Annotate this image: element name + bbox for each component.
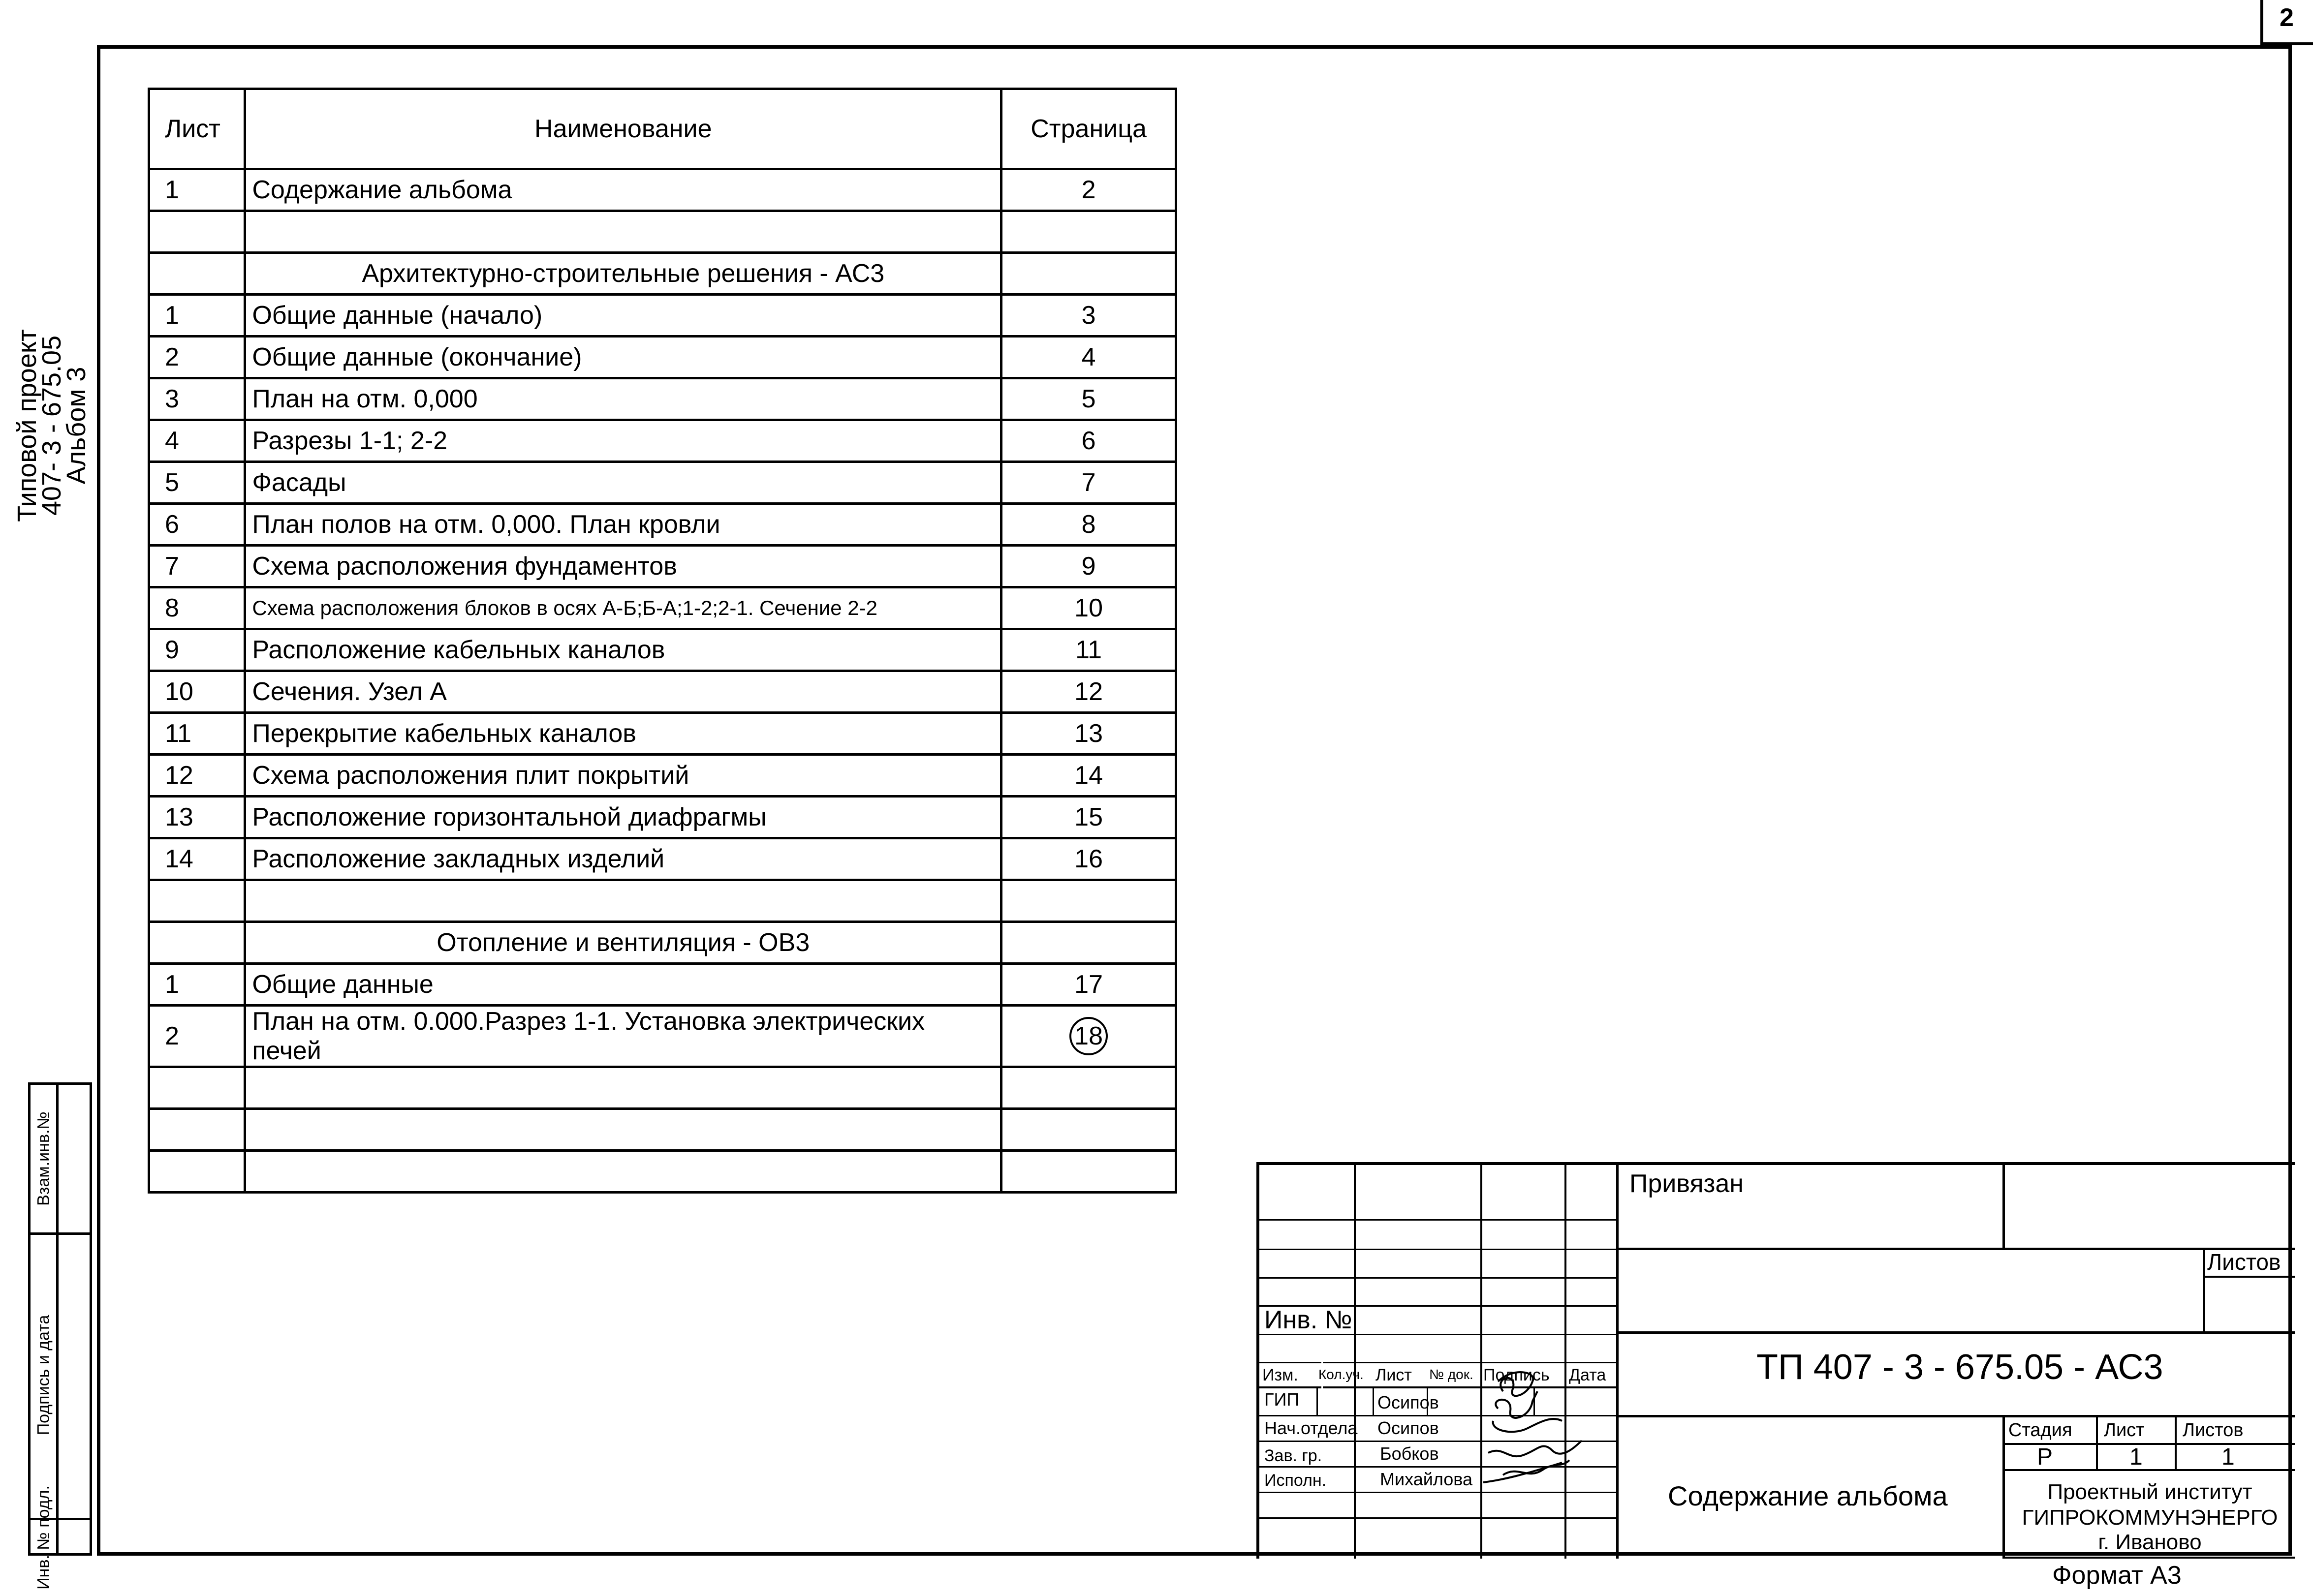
row-list: 4	[149, 420, 245, 462]
row-list: 10	[149, 671, 245, 713]
table-row	[149, 337, 1176, 378]
row-list: 1	[149, 295, 245, 337]
row-name	[245, 1109, 1001, 1151]
table-row	[149, 880, 1176, 922]
row-list	[149, 1151, 245, 1193]
row-name: Общие данные (начало)	[245, 295, 1001, 337]
name-ispoln: Михайлова	[1380, 1469, 1472, 1489]
row-name: Расположение кабельных каналов	[245, 629, 1001, 671]
stamp-vzam-inv: Взам.инв.№	[34, 1111, 53, 1206]
row-page: 12	[1001, 671, 1176, 713]
table-row	[149, 922, 1176, 964]
row-name: План полов на отм. 0,000. План кровли	[245, 504, 1001, 546]
table-row	[149, 420, 1176, 462]
header-name: Наименование	[245, 89, 1001, 169]
table-row	[149, 169, 1176, 211]
table-row	[149, 253, 1176, 295]
role-gip: ГИП	[1264, 1389, 1300, 1410]
row-list	[149, 1067, 245, 1109]
col-list: Лист	[1375, 1366, 1412, 1384]
table-row	[149, 797, 1176, 838]
row-list: 6	[149, 504, 245, 546]
contents-table	[148, 88, 1177, 1194]
row-name	[245, 211, 1001, 253]
privyazan-label: Привязан	[1629, 1169, 1744, 1198]
stamp-inv-podl: Инв. № подл.	[34, 1485, 53, 1590]
circled-page-number: 18	[1069, 1017, 1108, 1055]
row-name: Общие данные	[245, 964, 1001, 1006]
name-gip: Осипов	[1377, 1392, 1439, 1412]
row-list	[149, 922, 245, 964]
org-line3: г. Иваново	[2098, 1530, 2202, 1554]
row-name: Общие данные (окончание)	[245, 337, 1001, 378]
table-row	[149, 295, 1176, 337]
row-list: 7	[149, 546, 245, 587]
row-name: Схема расположения фундаментов	[245, 546, 1001, 587]
row-name: Сечения. Узел А	[245, 671, 1001, 713]
stadia-label: Стадия	[2008, 1420, 2072, 1441]
org-line1: Проектный институт	[2047, 1480, 2252, 1504]
table-row	[149, 838, 1176, 880]
listov2-label: Листов	[2183, 1420, 2244, 1441]
col-ndok: № док.	[1429, 1367, 1473, 1382]
row-list	[149, 880, 245, 922]
row-list: 14	[149, 838, 245, 880]
side-stamp-column	[28, 1082, 92, 1590]
listov-value: 1	[2221, 1444, 2235, 1470]
title-block	[1256, 1162, 2295, 1559]
row-page	[1001, 211, 1176, 253]
row-name	[245, 1151, 1001, 1193]
side-title-line2: 407- 3 - 675.05	[37, 335, 66, 516]
table-row	[149, 1067, 1176, 1109]
inv-no-label: Инв. №	[1264, 1306, 1352, 1334]
table-row	[149, 1151, 1176, 1193]
header-list: Лист	[149, 89, 245, 169]
col-podpis: Подпись	[1483, 1366, 1550, 1384]
row-name: Перекрытие кабельных каналов	[245, 713, 1001, 755]
row-name: Разрезы 1-1; 2-2	[245, 420, 1001, 462]
row-name: План на отм. 0,000	[245, 378, 1001, 420]
table-row	[149, 546, 1176, 587]
row-name: План на отм. 0.000.Разрез 1-1. Установка электрических печей	[245, 1006, 1001, 1067]
side-title-line3: Альбом 3	[62, 367, 91, 485]
row-list: 1	[149, 169, 245, 211]
table-row	[149, 713, 1176, 755]
table-row	[149, 755, 1176, 797]
row-list: 11	[149, 713, 245, 755]
row-page	[1001, 1151, 1176, 1193]
row-page	[1001, 880, 1176, 922]
header-page: Страница	[1001, 89, 1176, 169]
row-name: Фасады	[245, 462, 1001, 504]
row-page: 3	[1001, 295, 1176, 337]
row-page: 9	[1001, 546, 1176, 587]
table-row	[149, 629, 1176, 671]
row-list	[149, 211, 245, 253]
list-label: Лист	[2104, 1420, 2145, 1441]
row-page: 10	[1001, 587, 1176, 629]
row-name: Схема расположения плит покрытий	[245, 755, 1001, 797]
row-name: Схема расположения блоков в осях А-Б;Б-А;1-2;2-1. Сечение 2-2	[245, 587, 1001, 629]
col-izm: Изм.	[1262, 1366, 1298, 1384]
section-heading: Архитектурно-строительные решения - АС3	[245, 253, 1001, 295]
row-page: 5	[1001, 378, 1176, 420]
table-row	[149, 211, 1176, 253]
row-name: Расположение закладных изделий	[245, 838, 1001, 880]
col-data: Дата	[1569, 1366, 1606, 1384]
name-zav-gr: Бобков	[1380, 1443, 1439, 1464]
stamp-podpis-data: Подпись и дата	[34, 1315, 53, 1436]
row-page: 16	[1001, 838, 1176, 880]
row-page: 6	[1001, 420, 1176, 462]
table-row	[149, 462, 1176, 504]
row-page: 8	[1001, 504, 1176, 546]
role-nach-otdela: Нач.отдела	[1264, 1418, 1358, 1438]
col-kol: Кол.уч.	[1318, 1367, 1364, 1382]
row-page: 7	[1001, 462, 1176, 504]
row-list: 8	[149, 587, 245, 629]
table-header-row	[149, 89, 1176, 169]
table-row	[149, 587, 1176, 629]
row-page: 11	[1001, 629, 1176, 671]
row-page	[1001, 922, 1176, 964]
row-page: 14	[1001, 755, 1176, 797]
org-line2: ГИПРОКОММУНЭНЕРГО	[2022, 1505, 2278, 1530]
document-code: ТП 407 - 3 - 675.05 - АС3	[1756, 1348, 2163, 1387]
row-page	[1001, 1109, 1176, 1151]
row-list: 12	[149, 755, 245, 797]
row-list: 2	[149, 337, 245, 378]
section-heading: Отопление и вентиляция - ОВ3	[245, 922, 1001, 964]
row-name	[245, 880, 1001, 922]
row-page: 2	[1001, 169, 1176, 211]
document-title: Содержание альбома	[1668, 1480, 1948, 1511]
role-zav-gr: Зав. гр.	[1264, 1446, 1322, 1465]
listov-label: Листов	[2207, 1249, 2281, 1275]
name-nach-otdela: Осипов	[1377, 1418, 1439, 1438]
row-page-circled	[1001, 1006, 1176, 1067]
table-row	[149, 378, 1176, 420]
side-title	[5, 310, 98, 541]
row-list: 13	[149, 797, 245, 838]
role-ispoln: Исполн.	[1264, 1471, 1327, 1490]
row-list: 2	[149, 1006, 245, 1067]
row-name	[245, 1067, 1001, 1109]
row-name: Содержание альбома	[245, 169, 1001, 211]
row-page	[1001, 1067, 1176, 1109]
row-page	[1001, 253, 1176, 295]
table-row	[149, 1006, 1176, 1067]
stadia-value: Р	[2037, 1444, 2053, 1470]
table-row	[149, 964, 1176, 1006]
row-page: 17	[1001, 964, 1176, 1006]
table-row	[149, 671, 1176, 713]
list-value: 1	[2129, 1444, 2143, 1470]
format-label: Формат А3	[2052, 1561, 2182, 1590]
signatures-drawing	[1483, 1362, 1616, 1504]
row-list: 5	[149, 462, 245, 504]
row-list	[149, 253, 245, 295]
sheet-number: 2	[2280, 3, 2294, 32]
row-page: 15	[1001, 797, 1176, 838]
table-row	[149, 1109, 1176, 1151]
row-page: 4	[1001, 337, 1176, 378]
row-list	[149, 1109, 245, 1151]
row-page: 13	[1001, 713, 1176, 755]
row-name: Расположение горизонтальной диафрагмы	[245, 797, 1001, 838]
table-row	[149, 504, 1176, 546]
row-list: 1	[149, 964, 245, 1006]
row-list: 9	[149, 629, 245, 671]
side-title-line1: Типовой проект	[12, 329, 42, 522]
row-list: 3	[149, 378, 245, 420]
